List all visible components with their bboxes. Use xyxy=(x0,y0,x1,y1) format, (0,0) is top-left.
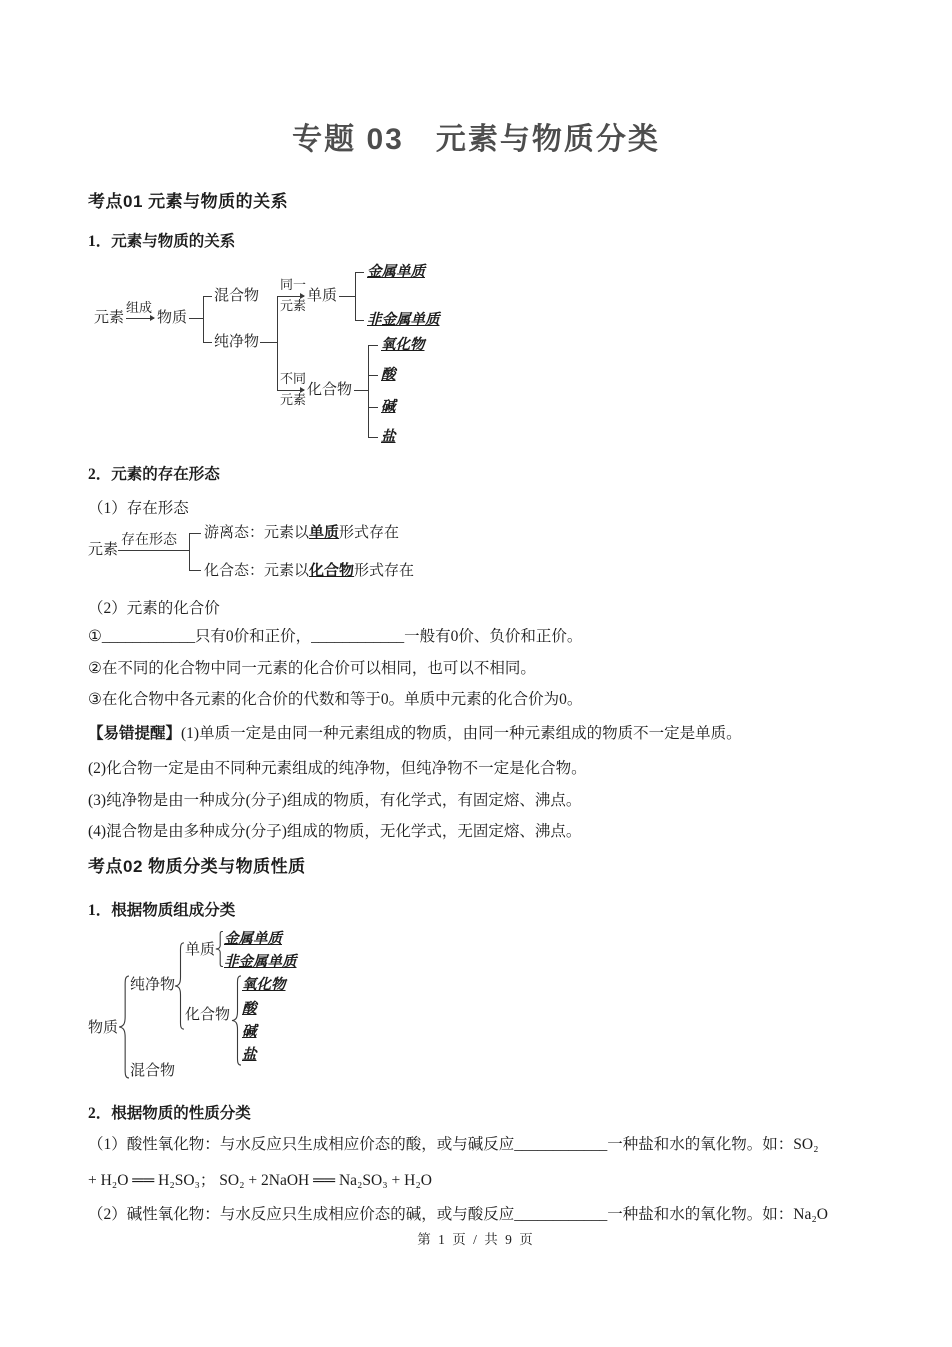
node-element: 元素 xyxy=(94,310,125,326)
node-mixture: 混合物 xyxy=(130,1063,176,1079)
leaf-base: 碱 xyxy=(242,1024,257,1040)
valence-point-3: ③在化合物中各元素的化合价的代数和等于0。单质中元素的化合价为0。 xyxy=(88,691,583,708)
connector-line xyxy=(368,407,378,408)
free-state-suffix: 形式存在 xyxy=(339,525,400,541)
free-state-prefix: 游离态：元素以 xyxy=(204,525,310,541)
connector-line xyxy=(260,342,277,343)
arrow-different-element xyxy=(277,390,304,391)
edge-label-same: 同一 xyxy=(280,277,307,292)
item-existence-form: （1）存在形态 xyxy=(88,500,189,517)
connector-line xyxy=(189,533,190,571)
acidic-oxide-line: （1）酸性氧化物：与水反应只生成相应价态的酸，或与碱反应____________一种盐和水的氧化物。如：SO₂ xyxy=(88,1136,819,1153)
connector-line xyxy=(355,272,364,273)
connector-line xyxy=(368,375,378,376)
leaf-metal-simple-substance: 金属单质 xyxy=(367,264,425,280)
leaf-salt: 盐 xyxy=(381,429,396,445)
subheading-2-2: 2．根据物质的性质分类 xyxy=(88,1105,251,1122)
node-mixture: 混合物 xyxy=(214,288,260,304)
connector-line xyxy=(339,296,355,297)
leaf-metal-simple-substance: 金属单质 xyxy=(224,931,282,947)
free-state-term: 单质 xyxy=(309,525,340,541)
connector-line xyxy=(368,437,378,438)
item-valence: （2）元素的化合价 xyxy=(88,600,220,617)
node-simple-substance: 单质 xyxy=(185,942,216,958)
edge-label-different-element: 元素 xyxy=(280,392,307,407)
tip-line-4: (4)混合物是由多种成分(分子)组成的物质，无化学式，无固定熔、沸点。 xyxy=(88,823,582,840)
tip-line-3: (3)纯净物是由一种成分(分子)组成的物质，有化学式，有固定熔、沸点。 xyxy=(88,792,582,809)
section-heading-02: 考点02 物质分类与物质性质 xyxy=(88,857,306,876)
leaf-oxide: 氧化物 xyxy=(242,977,286,993)
tip-line-2: (2)化合物一定是由不同种元素组成的纯净物，但纯净物不一定是化合物。 xyxy=(88,760,587,777)
brace-pure-substance xyxy=(174,942,184,1030)
node-pure-substance: 纯净物 xyxy=(130,977,176,993)
edge-label-different: 不同 xyxy=(280,371,307,386)
leaf-salt: 盐 xyxy=(242,1047,257,1063)
combined-state-term: 化合物 xyxy=(309,563,355,579)
leaf-nonmetal-simple-substance: 非金属单质 xyxy=(224,954,297,970)
brace-substance xyxy=(118,975,129,1079)
subheading-2-1: 1．根据物质组成分类 xyxy=(88,902,236,919)
diagram-existence-form xyxy=(88,524,488,588)
equation-line: + H₂O ══ H₂SO₃； SO₂ + 2NaOH ══ Na₂SO₃ + H₂O xyxy=(88,1172,432,1189)
page-title: 专题 03 元素与物质分类 xyxy=(292,123,660,156)
connector-line xyxy=(189,570,201,571)
node-substance: 物质 xyxy=(157,310,188,326)
node-element: 元素 xyxy=(88,542,119,558)
connector-line xyxy=(355,320,364,321)
combined-state-suffix: 形式存在 xyxy=(354,563,415,579)
connector-line xyxy=(354,390,368,391)
connector-line xyxy=(203,342,212,343)
valence-point-1: ①____________只有0价和正价，____________一般有0价、负价和正价。 xyxy=(88,628,583,645)
node-substance: 物质 xyxy=(88,1020,119,1036)
connector-line xyxy=(277,296,278,391)
connector-line xyxy=(178,550,189,551)
subheading-1-2: 2．元素的存在形态 xyxy=(88,466,220,483)
edge-label-existence-form: 存在形态 xyxy=(118,531,180,551)
tip-line-1 xyxy=(88,721,742,743)
line-combined-state xyxy=(204,563,414,579)
connector-line xyxy=(368,345,369,438)
connector-line xyxy=(355,272,356,321)
diagram-substance-classification xyxy=(88,928,368,1086)
diagram-element-substance xyxy=(88,262,558,457)
basic-oxide-line: （2）碱性氧化物：与水反应只生成相应价态的碱，或与酸反应____________一种盐和水的氧化物。如：Na₂O xyxy=(88,1206,828,1223)
brace-simple-substance xyxy=(215,931,223,967)
connector-line xyxy=(189,318,203,319)
node-compound: 化合物 xyxy=(185,1007,231,1023)
line-free-state xyxy=(204,525,399,541)
leaf-base: 碱 xyxy=(381,399,396,415)
node-compound: 化合物 xyxy=(307,382,353,398)
subheading-1-1: 1．元素与物质的关系 xyxy=(88,233,236,250)
tip-text-1: (1)单质一定是由同一种元素组成的物质，由同一种元素组成的物质不一定是单质。 xyxy=(181,725,742,742)
edge-label-same-element: 元素 xyxy=(280,298,307,313)
node-simple-substance: 单质 xyxy=(307,288,338,304)
node-pure-substance: 纯净物 xyxy=(214,334,260,350)
brace-compound xyxy=(231,975,241,1066)
arrow-compose xyxy=(126,318,154,319)
combined-state-prefix: 化合态：元素以 xyxy=(204,563,310,579)
leaf-nonmetal-simple-substance: 非金属单质 xyxy=(367,312,440,328)
arrow-same-element xyxy=(277,296,304,297)
connector-line xyxy=(203,296,212,297)
section-heading-01: 考点01 元素与物质的关系 xyxy=(88,192,289,211)
leaf-acid: 酸 xyxy=(381,367,396,383)
tip-label: 【易错提醒】 xyxy=(88,725,182,742)
edge-label-compose: 组成 xyxy=(126,300,153,315)
connector-line xyxy=(189,533,201,534)
leaf-oxide: 氧化物 xyxy=(381,337,425,353)
leaf-acid: 酸 xyxy=(242,1001,257,1017)
connector-line xyxy=(203,296,204,343)
valence-point-2: ②在不同的化合物中同一元素的化合价可以相同，也可以不相同。 xyxy=(88,660,536,677)
connector-line xyxy=(368,345,378,346)
page-footer: 第 1 页 / 共 9 页 xyxy=(417,1232,535,1247)
